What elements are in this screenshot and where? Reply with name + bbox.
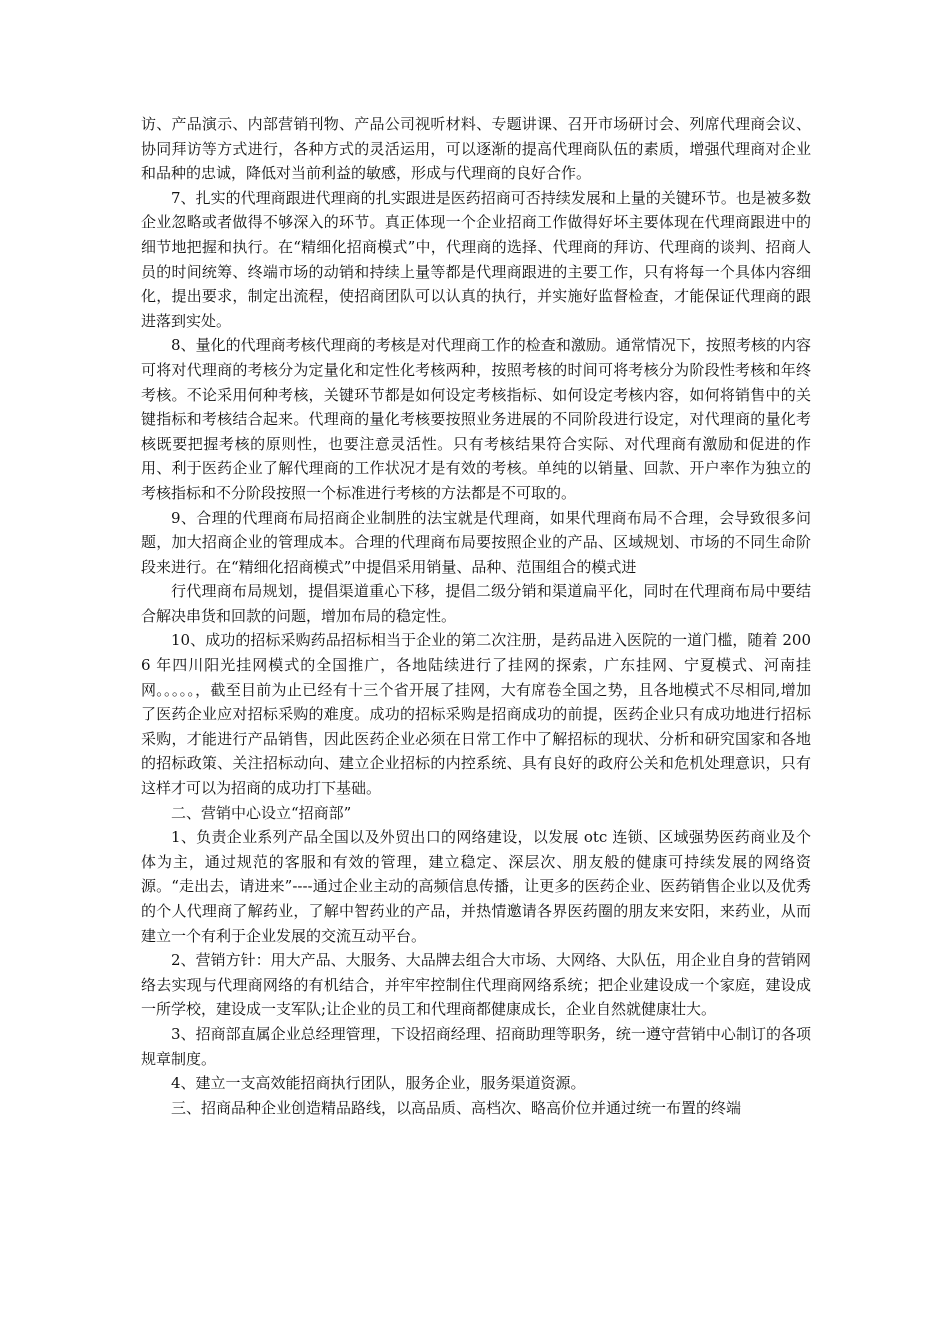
paragraph-9-agent-layout: 9、合理的代理商布局招商企业制胜的法宝就是代理商，如果代理商布局不合理，会导致很多问题，加大招商企业的管理成本。合理的代理商布局要按照企业的产品、区域规划、市场的不同生命阶段来进行。在“精细化招商模式”中提倡采用销量、品种、范围组合的模式进 bbox=[141, 508, 811, 576]
paragraph-section-3-start: 三、招商品种企业创造精品路线，以高品质、高档次、略高价位并通过统一布置的终端 bbox=[171, 1098, 742, 1117]
paragraph-10-tender-procurement: 10、成功的招标采购药品招标相当于企业的第二次注册，是药品进入医院的一道门槛，随着 2006 年四川阳光挂网模式的全国推广，各地陆续进行了挂网的探索，广东挂网、宁夏模式、河南挂网。。。。。，截至目前为止已经有十三个省开展了挂网，大有席卷全国之势，且各地模式不尽相同,增加了医药企业应对招标采购的难度。成功的招标采购是招商成功的前提，医药企业只有成功地进行招标采购，才能进行产品销售，因此医药企业必须在日常工作中了解招标的现状、分析和研究国家和各地的招标政策、关注招标动向、建立企业招标的内控系统、具有良好的政府公关和危机处理意识，只有这样才可以为招商的成功打下基础。 bbox=[141, 631, 811, 798]
paragraph-s2-item-3: 3、招商部直属企业总经理管理，下设招商经理、招商助理等职务，统一遵守营销中心制订的各项规章制度。 bbox=[141, 1024, 811, 1068]
paragraph-7-agent-follow-up: 7、扎实的代理商跟进代理商的扎实跟进是医药招商可否持续发展和上量的关键环节。也是被多数企业忽略或者做得不够深入的环节。真正体现一个企业招商工作做得好坏主要体现在代理商跟进中的细节地把握和执行。在“精细化招商模式”中，代理商的选择、代理商的拜访、代理商的谈判、招商人员的时间统筹、终端市场的动销和持续上量等都是代理商跟进的主要工作，只有将每一个具体内容细化，提出要求，制定出流程，使招商团队可以认真的执行，并实施好监督检查，才能保证代理商的跟进落到实处。 bbox=[141, 188, 811, 330]
paragraph-8-agent-assessment: 8、量化的代理商考核代理商的考核是对代理商工作的检查和激励。通常情况下，按照考核的内容可将对代理商的考核分为定量化和定性化考核两种，按照考核的时间可将考核分为阶段性考核和年终考核。不论采用何种考核，关键环节都是如何设定考核指标、如何设定考核内容，如何将销售中的关键指标和考核结合起来。代理商的量化考核要按照业务进展的不同阶段进行设定，对代理商的量化考核既要把握考核的原则性，也要注意灵活性。只有考核结果符合实际、对代理商有激励和促进的作用、利于医药企业了解代理商的工作状况才是有效的考核。单纯的以销量、回款、开户率作为独立的考核指标和不分阶段按照一个标准进行考核的方法都是不可取的。 bbox=[141, 336, 811, 502]
paragraph-s2-item-4: 4、建立一支高效能招商执行团队，服务企业，服务渠道资源。 bbox=[171, 1074, 586, 1093]
paragraph-s2-item-2: 2、营销方针：用大产品、大服务、大品牌去组合大市场、大网络、大队伍，用企业自身的营销网络去实现与代理商网络的有机结合，并牢牢控制住代理商网络系统；把企业建设成一个家庭，建设成一所学校，建设成一支军队;让企业的员工和代理商都健康成长，企业自然就健康壮大。 bbox=[141, 951, 811, 1019]
paragraph-intro-continuation: 访、产品演示、内部营销刊物、产品公司视听材料、专题讲课、召开市场研讨会、列席代理商会议、协同拜访等方式进行，各种方式的灵活运用，可以逐渐的提高代理商队伍的素质，增强代理商对企业和品种的忠诚，降低对当前利益的敏感，形成与代理商的良好合作。 bbox=[141, 115, 811, 183]
heading-section-2: 二、营销中心设立“招商部” bbox=[171, 803, 352, 822]
paragraph-9-continuation: 行代理商布局规划，提倡渠道重心下移，提倡二级分销和渠道扁平化，同时在代理商布局中要结合解决串货和回款的问题，增加布局的稳定性。 bbox=[141, 582, 811, 625]
document-body bbox=[141, 112, 811, 1120]
paragraph-s2-item-1: 1、负责企业系列产品全国以及外贸出口的网络建设，以发展 otc 连锁、区域强势医药商业及个体为主，通过规范的客服和有效的管理，建立稳定、深层次、朋友般的健康可持续发展的网络资源。“走出去，请进来”----通过企业主动的高频信息传播，让更多的医药企业、医药销售企业以及优秀的个人代理商了解药业，了解中智药业的产品，并热情邀请各界医药圈的朋友来安阳，来药业，从而建立一个有利于企业发展的交流互动平台。 bbox=[141, 828, 811, 945]
